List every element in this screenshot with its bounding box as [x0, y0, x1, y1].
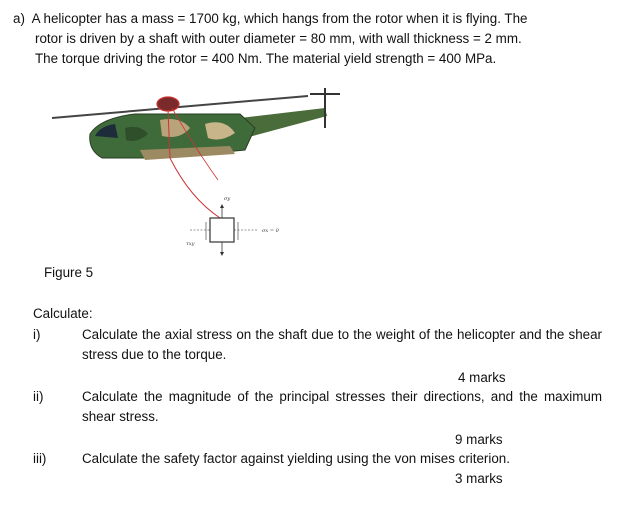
question-number: i) [33, 327, 41, 342]
tail-boom [240, 108, 327, 138]
intro-line-3: The torque driving the rotor = 400 Nm. The material yield strength = 400 MPa. [35, 51, 497, 66]
question-text: Calculate the safety factor against yielding using the von mises criterion. [82, 451, 510, 466]
question-number: ii) [33, 389, 44, 404]
stress-element [210, 218, 234, 242]
arrowhead [220, 252, 224, 256]
calculate-label: Calculate: [33, 306, 93, 321]
question-text: Calculate the magnitude of the principal stresses their directions, and the maximum shear stress. [82, 389, 602, 424]
helicopter-illustration [40, 88, 380, 268]
arrowhead [220, 204, 224, 208]
question-marks: 3 marks [455, 471, 503, 486]
figure-5 [40, 88, 380, 268]
sigma-y-label: σy [224, 196, 231, 202]
question-text: Calculate the axial stress on the shaft due to the weight of the helicopter and the shear stress due to the torque. [82, 327, 602, 362]
intro-line-1: A helicopter has a mass = 1700 kg, which hangs from the rotor when it is flying. The [31, 11, 528, 26]
question-marks: 4 marks [458, 370, 506, 385]
figure-caption: Figure 5 [44, 265, 94, 280]
rotor-hub [157, 97, 179, 111]
part-label: a) [13, 11, 25, 26]
sigma-x-label: σx = 0 [262, 228, 279, 234]
question-marks: 9 marks [455, 432, 503, 447]
intro-line-2: rotor is driven by a shaft with outer diameter = 80 mm, with wall thickness = 2 mm. [35, 31, 522, 46]
question-number: iii) [33, 451, 47, 466]
tau-xy-label: τxy [186, 241, 195, 247]
intro-paragraph [13, 9, 618, 69]
